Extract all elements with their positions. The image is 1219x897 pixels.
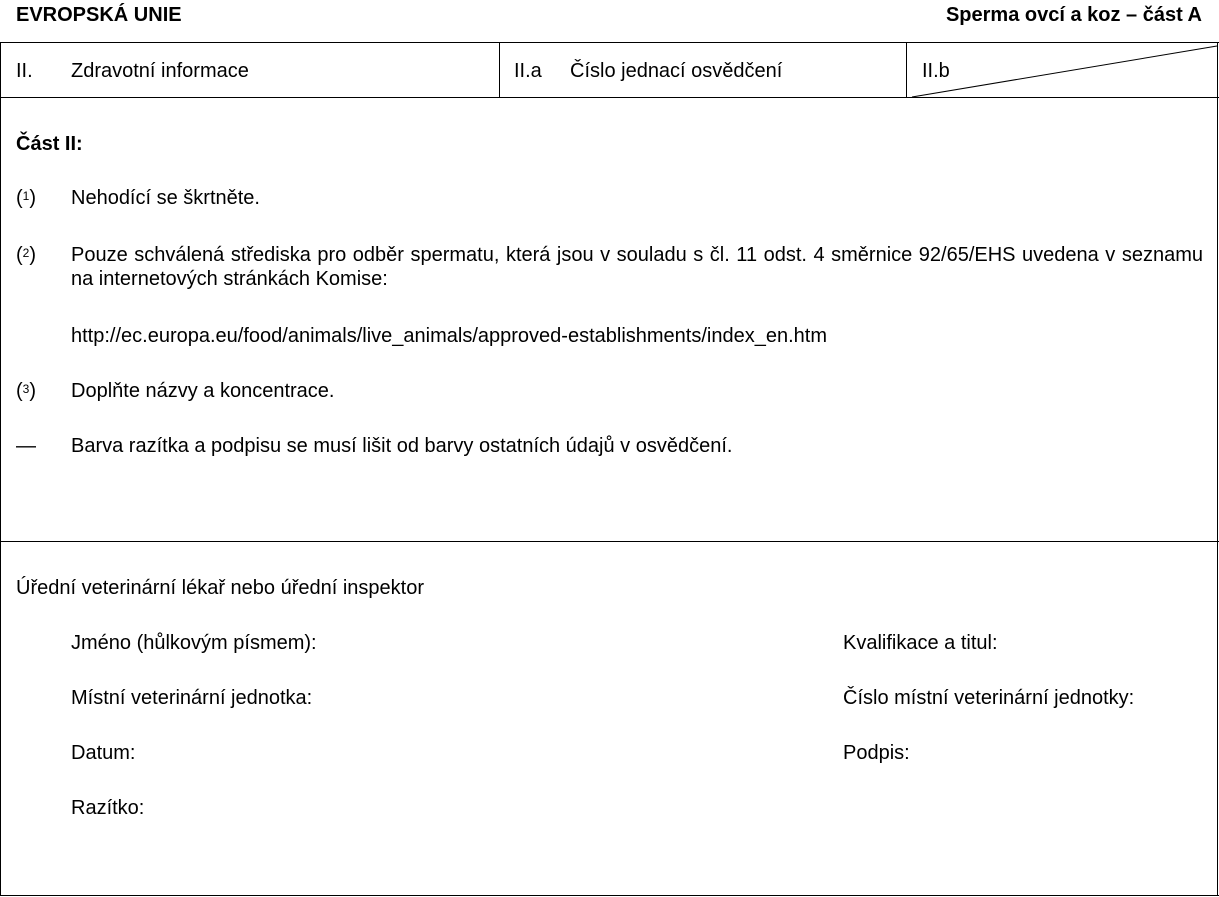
ref-title: Číslo jednací osvědčení bbox=[570, 60, 783, 82]
note-marker-3: ($^3$) bbox=[16, 380, 37, 402]
name-label: Jméno (hůlkovým písmem): bbox=[71, 632, 317, 654]
section-title: Zdravotní informace bbox=[71, 60, 249, 82]
note-marker-2: ($^2$) bbox=[16, 244, 37, 266]
note-text-3: Doplňte názvy a koncentrace. bbox=[71, 380, 335, 402]
local-unit-number-label: Číslo místní veterinární jednotky: bbox=[843, 687, 1135, 709]
note-text-2: Pouze schválená střediska pro odběr spermatu, která jsou v souladu s čl. 11 odst. 4 směrnice 92/65/EHS uvedena v seznamu na internetových stránkách Komise: bbox=[71, 244, 1203, 290]
iib-diagonal-strike bbox=[906, 42, 1219, 98]
section-divider-line bbox=[0, 541, 1219, 542]
qualification-label: Kvalifikace a titul: bbox=[843, 632, 998, 654]
header-cell-divider-1 bbox=[499, 42, 500, 98]
part-title: Část II: bbox=[16, 133, 83, 155]
date-label: Datum: bbox=[71, 742, 136, 764]
page-header-left: EVROPSKÁ UNIE bbox=[16, 4, 182, 26]
note-marker-1: ($^1$) bbox=[16, 187, 37, 209]
frame-right-line bbox=[1217, 42, 1218, 896]
frame-left-line bbox=[0, 42, 1, 896]
page-header-right: Sperma ovcí a koz – část A bbox=[945, 4, 1202, 26]
note-marker-dash: — bbox=[16, 435, 36, 457]
ref-label: II.a bbox=[514, 60, 542, 82]
signature-block-title: Úřední veterinární lékař nebo úřední inspektor bbox=[16, 577, 425, 599]
note-text-1: Nehodící se škrtněte. bbox=[71, 187, 260, 209]
section-number: II. bbox=[16, 60, 33, 82]
signature-label: Podpis: bbox=[843, 742, 910, 764]
frame-bottom-line bbox=[0, 895, 1219, 896]
iib-label: II.b bbox=[922, 60, 950, 82]
stamp-label: Razítko: bbox=[71, 797, 145, 819]
approved-centres-url: http://ec.europa.eu/food/animals/live_animals/approved-establishments/index_en.htm bbox=[71, 325, 827, 347]
local-unit-label: Místní veterinární jednotka: bbox=[71, 687, 313, 709]
note-text-dash: Barva razítka a podpisu se musí lišit od barvy ostatních údajů v osvědčení. bbox=[71, 435, 733, 457]
